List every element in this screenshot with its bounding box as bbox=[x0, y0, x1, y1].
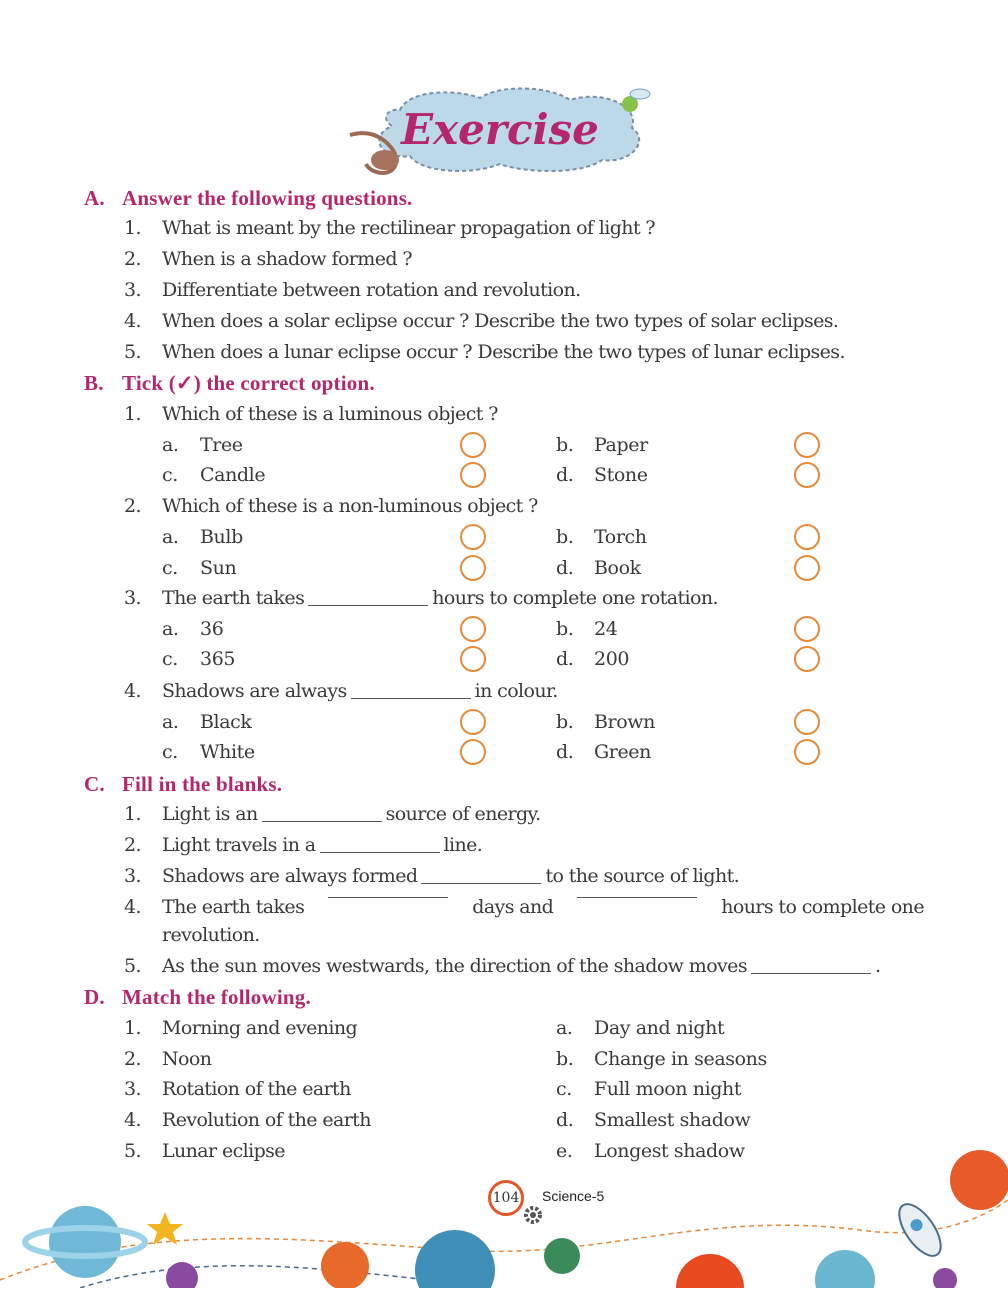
answer-circle[interactable] bbox=[460, 524, 486, 550]
question-b-3: 3. The earth takes hours to complete one rotation. bbox=[124, 587, 718, 609]
option-b3-a: a. 36 bbox=[162, 618, 224, 640]
answer-circle[interactable] bbox=[460, 432, 486, 458]
answer-circle[interactable] bbox=[460, 555, 486, 581]
answer-circle[interactable] bbox=[794, 646, 820, 672]
match-left-item: 3. Rotation of the earth bbox=[124, 1078, 351, 1100]
answer-circle[interactable] bbox=[794, 462, 820, 488]
page-number: 104 bbox=[488, 1180, 524, 1216]
blank-line[interactable] bbox=[351, 697, 471, 699]
answer-circle[interactable] bbox=[794, 616, 820, 642]
blank-line[interactable] bbox=[308, 604, 428, 606]
answer-circle[interactable] bbox=[794, 555, 820, 581]
question-b-1: 1. Which of these is a luminous object ? bbox=[124, 403, 498, 425]
answer-circle[interactable] bbox=[794, 709, 820, 735]
option-b3-d: d. 200 bbox=[556, 648, 630, 670]
question-a-1: 1. What is meant by the rectilinear propagation of light ? bbox=[124, 217, 656, 239]
book-name: Science-5 bbox=[542, 1188, 605, 1204]
option-b2-c: c. Sun bbox=[162, 557, 237, 579]
match-left-item: 2. Noon bbox=[124, 1048, 212, 1070]
option-b4-b: b. Brown bbox=[556, 711, 655, 733]
header-title: Exercise bbox=[401, 105, 599, 154]
question-c-4-continuation: revolution. bbox=[162, 924, 260, 946]
match-right-item: c. Full moon night bbox=[556, 1078, 742, 1100]
option-b1-d: d. Stone bbox=[556, 464, 648, 486]
answer-circle[interactable] bbox=[460, 616, 486, 642]
option-b3-b: b. 24 bbox=[556, 618, 618, 640]
question-c-4: 4. The earth takes days and hours to complete one bbox=[124, 896, 924, 918]
answer-circle[interactable] bbox=[794, 432, 820, 458]
blank-line[interactable] bbox=[262, 820, 382, 822]
option-b3-c: c. 365 bbox=[162, 648, 236, 670]
option-b1-c: c. Candle bbox=[162, 464, 266, 486]
answer-circle[interactable] bbox=[460, 462, 486, 488]
option-b2-b: b. Torch bbox=[556, 526, 647, 548]
section-d-title: D. Match the following. bbox=[84, 985, 311, 1009]
option-b1-b: b. Paper bbox=[556, 434, 648, 456]
question-a-3: 3. Differentiate between rotation and revolution. bbox=[124, 279, 581, 301]
match-right-item: a. Day and night bbox=[556, 1017, 725, 1039]
option-b4-d: d. Green bbox=[556, 741, 651, 763]
match-right-item: b. Change in seasons bbox=[556, 1048, 767, 1070]
option-b4-a: a. Black bbox=[162, 711, 252, 733]
answer-circle[interactable] bbox=[460, 646, 486, 672]
question-c-2: 2. Light travels in a line. bbox=[124, 834, 483, 856]
option-b4-c: c. White bbox=[162, 741, 255, 763]
blank-line[interactable] bbox=[328, 896, 448, 898]
answer-circle[interactable] bbox=[460, 739, 486, 765]
section-b-title: B. Tick (✓) the correct option. bbox=[84, 371, 375, 395]
option-b2-d: d. Book bbox=[556, 557, 641, 579]
question-c-3: 3. Shadows are always formed to the source of light. bbox=[124, 865, 740, 887]
question-b-4: 4. Shadows are always in colour. bbox=[124, 680, 558, 702]
blank-line[interactable] bbox=[421, 882, 541, 884]
exercise-header bbox=[340, 80, 660, 190]
blank-line[interactable] bbox=[577, 896, 697, 898]
option-b1-a: a. Tree bbox=[162, 434, 243, 456]
match-right-item: e. Longest shadow bbox=[556, 1140, 745, 1162]
section-c-title: C. Fill in the blanks. bbox=[84, 772, 283, 796]
question-b-2: 2. Which of these is a non-luminous object ? bbox=[124, 495, 538, 517]
gear-icon bbox=[522, 1204, 544, 1226]
question-a-2: 2. When is a shadow formed ? bbox=[124, 248, 412, 270]
question-a-4: 4. When does a solar eclipse occur ? Describe the two types of solar eclipses. bbox=[124, 310, 839, 332]
question-a-5: 5. When does a lunar eclipse occur ? Describe the two types of lunar eclipses. bbox=[124, 341, 845, 363]
option-b2-a: a. Bulb bbox=[162, 526, 243, 548]
blank-line[interactable] bbox=[751, 972, 871, 974]
section-a-title: A. Answer the following questions. bbox=[84, 186, 413, 210]
question-c-5: 5. As the sun moves westwards, the direction of the shadow moves . bbox=[124, 955, 881, 977]
answer-circle[interactable] bbox=[460, 709, 486, 735]
match-right-item: d. Smallest shadow bbox=[556, 1109, 751, 1131]
blank-line[interactable] bbox=[320, 851, 440, 853]
answer-circle[interactable] bbox=[794, 524, 820, 550]
answer-circle[interactable] bbox=[794, 739, 820, 765]
match-left-item: 4. Revolution of the earth bbox=[124, 1109, 371, 1131]
match-left-item: 1. Morning and evening bbox=[124, 1017, 358, 1039]
match-left-item: 5. Lunar eclipse bbox=[124, 1140, 285, 1162]
question-c-1: 1. Light is an source of energy. bbox=[124, 803, 541, 825]
